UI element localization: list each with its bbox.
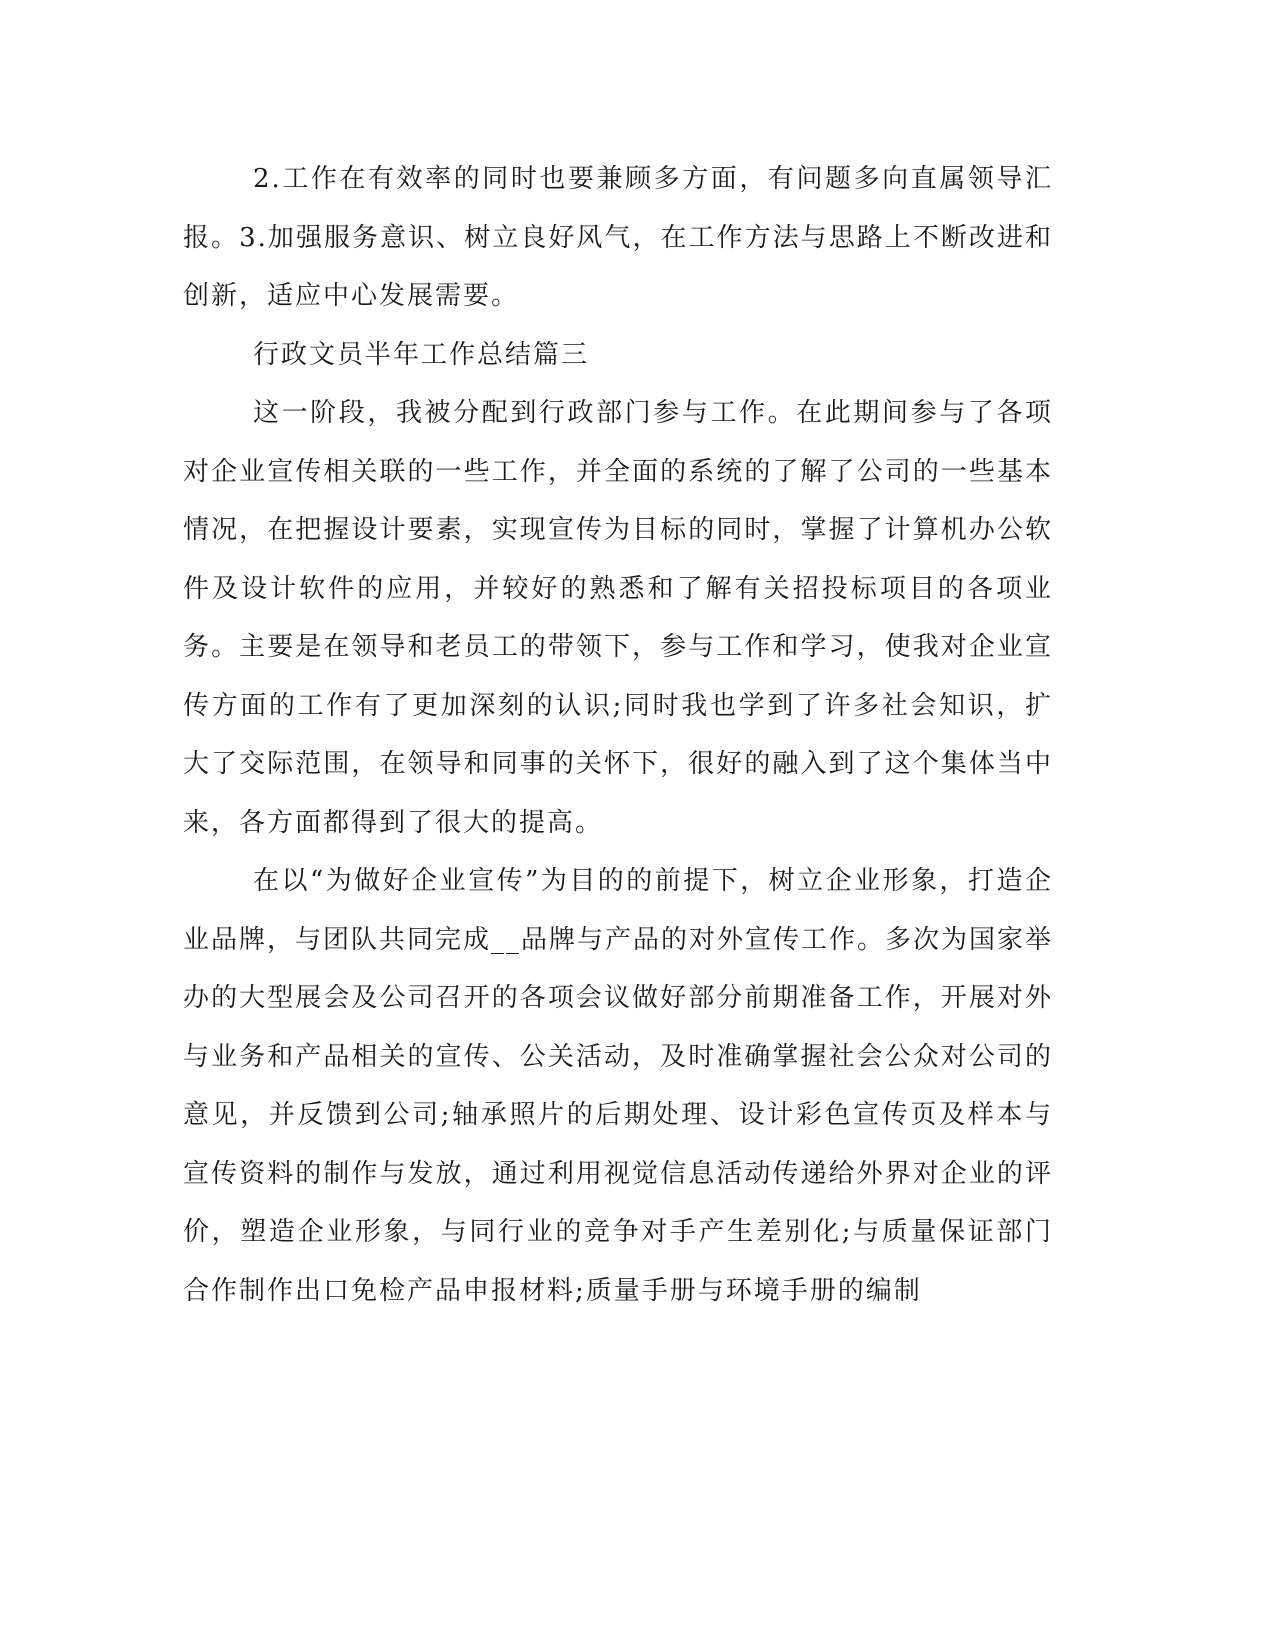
paragraph-publicity-work: 在以“为做好企业宣传”为目的的前提下，树立企业形象，打造企业品牌，与团队共同完成__品牌与产品的对外宣传工作。多次为国家举办的大型展会及公司召开的各项会议做好部分前期准备工作，开展对外与业务和产品相关的宣传、公关活动，及时准确掌握社会公众对公司的意见，并反馈到公司;轴承照片的后期处理、设计彩色宣传页及样本与宣传资料的制作与发放，通过利用视觉信息活动传递给外界对企业的评价，塑造企业形象，与同行业的竞争对手产生差别化;与质量保证部门合作制作出口免检产品申报材料;质量手册与环境手册的编制 — [183, 866, 1054, 1306]
paragraph-work-suggestions: 2.工作在有效率的同时也要兼顾多方面，有问题多向直属领导汇报。3.加强服务意识、树立良好风气，在工作方法与思路上不断改进和创新，适应中心发展需要。 — [183, 164, 1053, 311]
paragraph-work-overview: 这一阶段，我被分配到行政部门参与工作。在此期间参与了各项对企业宣传相关联的一些工作，并全面的系统的了解了公司的一些基本情况，在把握设计要素，实现宣传为目标的同时，掌握了计算机办公软件及设计软件的应用，并较好的熟悉和了解有关招投标项目的各项业务。主要是在领导和老员工的带领下，参与工作和学习，使我对企业宣传方面的工作有了更加深刻的认识;同时我也学到了许多社会知识，扩大了交际范围，在领导和同事的关怀下，很好的融入到了这个集体当中来，各方面都得到了很大的提高。 — [183, 398, 1053, 838]
section-heading: 行政文员半年工作总结篇三 — [253, 339, 590, 370]
document-body — [183, 150, 1053, 1320]
